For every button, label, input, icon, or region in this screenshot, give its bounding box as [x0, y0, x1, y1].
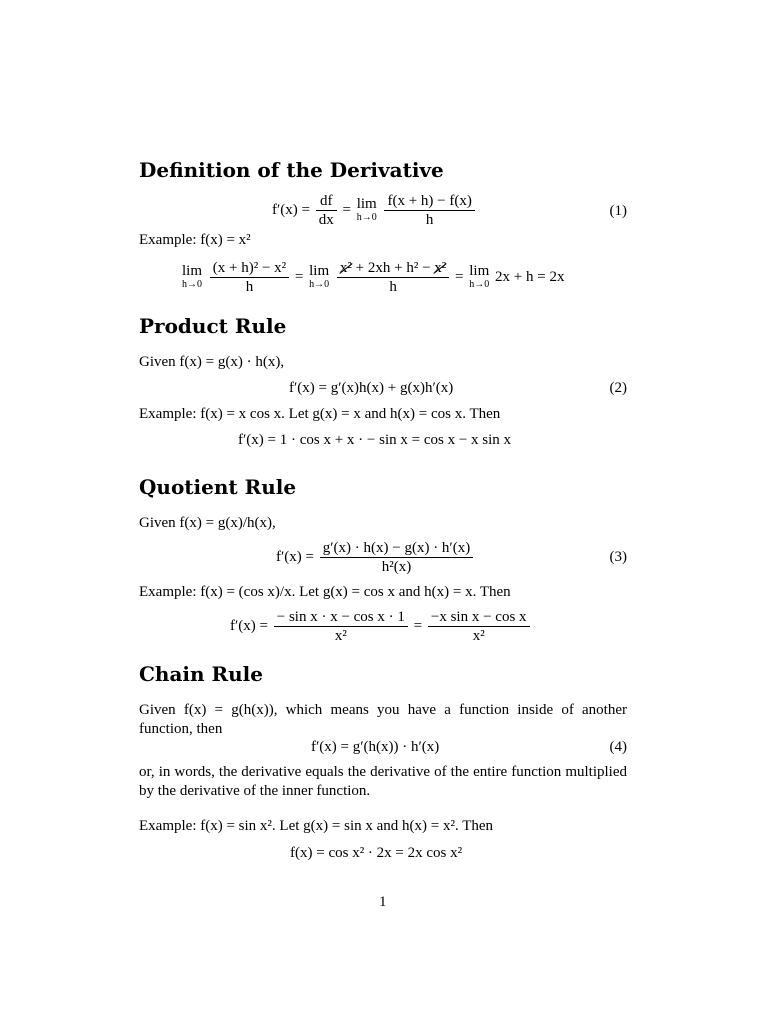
- ex-frac-1: [210, 259, 289, 296]
- page-number: 1: [379, 894, 387, 910]
- eq1-frac2-den: h: [425, 212, 434, 228]
- eq1-frac-difference: [384, 192, 474, 229]
- quotient-example: Example: f(x) = (cos x)/x. Let g(x) = cos x and h(x) = x. Then: [139, 584, 511, 600]
- eq3-num: g′(x) · h(x) − g(x) · h′(x): [320, 539, 473, 558]
- ex-lim-3-text: lim: [469, 262, 490, 279]
- qex-equals: =: [413, 617, 423, 634]
- product-example-equation: f′(x) = 1 · cos x + x · − sin x = cos x − x sin x: [238, 432, 512, 448]
- quotient-given: Given f(x) = g(x)/h(x),: [139, 515, 276, 531]
- equation-1: [272, 192, 477, 229]
- eq3-den: h²(x): [381, 559, 412, 575]
- equation-tag-1: (1): [609, 203, 627, 219]
- equation-3: [276, 539, 475, 576]
- product-example: Example: f(x) = x cos x. Let g(x) = x and h(x) = cos x. Then: [139, 406, 501, 422]
- ex-lim-1-text: lim: [182, 262, 203, 279]
- ex-cancel-term-1: x²: [339, 260, 352, 276]
- qex-num-1: − sin x · x − cos x · 1: [274, 608, 408, 627]
- ex-frac-2-num-mid: + 2xh + h² −: [351, 260, 435, 276]
- eq1-frac1-num: df: [316, 192, 337, 211]
- definition-example-equation: [180, 259, 564, 296]
- eq1-lim-sub: h→0: [356, 211, 377, 223]
- eq3-lhs: f′(x) =: [276, 548, 314, 565]
- ex-lim-1: [182, 264, 202, 292]
- ex-equals-1: =: [294, 268, 304, 285]
- ex-lim-3: [469, 264, 489, 292]
- ex-lim-2-sub: h→0: [309, 278, 330, 290]
- product-given: Given f(x) = g(x) · h(x),: [139, 354, 285, 370]
- chain-example-equation: f(x) = cos x² · 2x = 2x cos x²: [290, 845, 463, 861]
- eq1-lim-text: lim: [356, 195, 377, 212]
- equation-tag-2: (2): [609, 380, 627, 396]
- chain-example: Example: f(x) = sin x². Let g(x) = sin x and h(x) = x². Then: [139, 818, 494, 834]
- eq1-frac2-num: f(x + h) − f(x): [384, 192, 474, 211]
- eq1-lhs: f′(x) =: [272, 201, 310, 218]
- qex-den-1: x²: [334, 628, 347, 644]
- section-title-chain: Chain Rule: [139, 662, 264, 686]
- chain-given: Given f(x) = g(h(x)), which means you have a function inside of another function, then: [139, 702, 627, 737]
- eq1-equals: =: [342, 201, 351, 218]
- definition-example-label: Example: f(x) = x²: [139, 232, 251, 248]
- eq1-limit: [357, 197, 377, 225]
- equation-tag-4: (4): [609, 739, 627, 755]
- qex-lhs: f′(x) =: [230, 617, 268, 634]
- ex-lim-2: [309, 264, 329, 292]
- ex-frac-1-num: (x + h)² − x²: [210, 259, 289, 278]
- ex-cancel-term-2: x²: [434, 260, 447, 276]
- ex-frac-2-num: [337, 259, 449, 278]
- ex-equals-2: =: [455, 268, 464, 285]
- section-title-product: Product Rule: [139, 314, 287, 338]
- qex-frac-2: [428, 608, 530, 645]
- ex-frac-1-den: h: [245, 279, 254, 295]
- equation-tag-3: (3): [609, 549, 627, 565]
- equation-4: f′(x) = g′(h(x)) · h′(x): [311, 739, 440, 755]
- ex-lim-3-sub: h→0: [469, 278, 490, 290]
- qex-den-2: x²: [472, 628, 485, 644]
- ex-frac-2: [337, 259, 449, 296]
- ex-lim-1-sub: h→0: [182, 278, 202, 290]
- eq1-frac1-den: dx: [318, 212, 334, 228]
- section-title-definition: Definition of the Derivative: [139, 158, 444, 182]
- qex-num-2: −x sin x − cos x: [428, 608, 530, 627]
- ex-result: 2x + h = 2x: [495, 268, 565, 285]
- equation-2: f′(x) = g′(x)h(x) + g(x)h′(x): [289, 380, 454, 396]
- eq1-frac-df-dx: [316, 192, 337, 229]
- qex-frac-1: [274, 608, 408, 645]
- quotient-example-equation: [230, 608, 532, 645]
- chain-in-words: or, in words, the derivative equals the derivative of the entire function multiplied by the derivative of the inner function.: [139, 764, 627, 799]
- ex-frac-2-den: h: [389, 279, 397, 295]
- ex-lim-2-text: lim: [309, 262, 330, 279]
- section-title-quotient: Quotient Rule: [139, 475, 297, 499]
- eq3-frac: [320, 539, 473, 576]
